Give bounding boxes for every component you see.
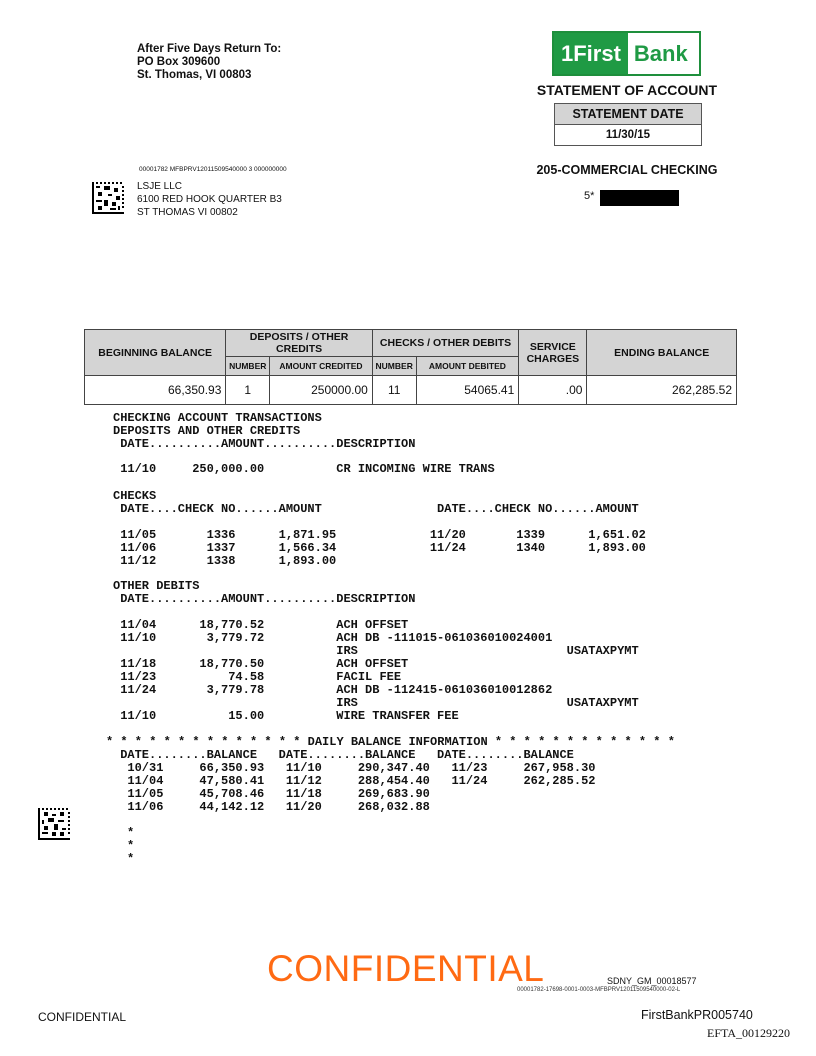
customer-address-line2: ST THOMAS VI 00802 [137, 207, 238, 218]
daily-balance-title: * * * * * * * * * * * * * * DAILY BALANCE INFORMATION * * * * * * * * * * * * * [106, 735, 675, 749]
control-number: FirstBankPR005740 [641, 1008, 753, 1022]
debit-row: 11/10 15.00 WIRE TRANSFER FEE [113, 709, 459, 723]
daily-balance-row: 10/31 66,350.93 11/10 290,347.40 11/23 267,958.30 [113, 761, 596, 775]
account-summary-table [84, 329, 737, 405]
check-row: 11/12 1338 1,893.00 [113, 554, 337, 568]
daily-balance-header: DATE........BALANCE DATE........BALANCE DATE........BALANCE [113, 748, 574, 762]
customer-address [137, 180, 282, 219]
customer-address-line1: 6100 RED HOOK QUARTER B3 [137, 194, 282, 205]
bank-logo-first: 1First [554, 33, 628, 74]
datamatrix-barcode-icon [38, 808, 70, 840]
header-amount-credited: AMOUNT CREDITED [270, 357, 373, 376]
check-row: 11/05 1336 1,871.95 11/20 1339 1,651.02 [113, 528, 646, 542]
debit-row: 11/18 18,770.50 ACH OFFSET [113, 657, 409, 671]
debit-row: 11/04 18,770.52 ACH OFFSET [113, 618, 409, 632]
confidential-label: CONFIDENTIAL [38, 1010, 127, 1024]
header-ending-balance: ENDING BALANCE [587, 330, 737, 376]
amount-credited-value: 250000.00 [270, 376, 373, 405]
mailer-code: 00001782 MFBPRV12011509540000 3 000000000 [139, 166, 287, 173]
header-checks: CHECKS / OTHER DEBITS [372, 330, 518, 357]
account-type: 205-COMMERCIAL CHECKING [536, 163, 718, 177]
debit-row: 11/24 3,779.78 ACH DB -112415-061036010012862 [113, 683, 553, 697]
customer-name: LSJE LLC [137, 181, 183, 192]
daily-balance-row: 11/06 44,142.12 11/20 268,032.88 [113, 800, 430, 814]
checks-header: DATE....CHECK NO......AMOUNT DATE....CHECK NO......AMOUNT [113, 502, 639, 516]
header-deposit-number: NUMBER [226, 357, 270, 376]
daily-balance-row: 11/05 45,708.46 11/18 269,683.90 [113, 787, 430, 801]
statement-title: STATEMENT OF ACCOUNT [536, 82, 718, 98]
other-debits-header: DATE..........AMOUNT..........DESCRIPTION [113, 592, 416, 606]
efta-number: EFTA_00129220 [707, 1026, 791, 1040]
return-address [137, 43, 281, 82]
statement-date-box [554, 103, 702, 146]
confidential-stamp: CONFIDENTIAL [267, 948, 545, 989]
header-debit-number: NUMBER [372, 357, 416, 376]
checks-title: CHECKS [113, 489, 157, 503]
debit-row: IRS USATAXPYMT [113, 644, 639, 658]
check-row: 11/06 1337 1,566.34 11/24 1340 1,893.00 [113, 541, 646, 555]
header-service-charges: SERVICE CHARGES [519, 330, 587, 376]
debit-row: 11/10 3,779.72 ACH DB -111015-061036010024001 [113, 631, 553, 645]
other-debits-title: OTHER DEBITS [113, 579, 200, 593]
header-beginning-balance: BEGINNING BALANCE [85, 330, 226, 376]
end-star: * [127, 826, 135, 840]
account-number-redaction [600, 190, 679, 206]
deposit-row: 11/10 250,000.00 CR INCOMING WIRE TRANS [113, 462, 495, 476]
bates-number: SDNY_GM_00018577 [607, 976, 697, 986]
datamatrix-barcode-icon [92, 182, 124, 214]
amount-debited-value: 54065.41 [416, 376, 519, 405]
statement-date-label: STATEMENT DATE [555, 104, 701, 125]
account-number-prefix: 5* [584, 190, 595, 202]
deposit-count-value: 1 [226, 376, 270, 405]
service-charges-value: .00 [519, 376, 587, 405]
header-amount-debited: AMOUNT DEBITED [416, 357, 519, 376]
document-code: 00001782-17698-0001-0003-MFBPRV12011509540000-02-L [517, 987, 681, 993]
debit-row: 11/23 74.58 FACIL FEE [113, 670, 402, 684]
debit-row: IRS USATAXPYMT [113, 696, 639, 710]
bank-logo-bank: Bank [633, 40, 688, 66]
deposits-title: DEPOSITS AND OTHER CREDITS [113, 424, 301, 438]
transactions-title: CHECKING ACCOUNT TRANSACTIONS [113, 411, 322, 425]
return-address-line2: PO Box 309600 [137, 56, 221, 68]
debit-count-value: 11 [372, 376, 416, 405]
header-deposits: DEPOSITS / OTHER CREDITS [226, 330, 372, 357]
statement-date-value: 11/30/15 [605, 129, 651, 141]
daily-balance-row: 11/04 47,580.41 11/12 288,454.40 11/24 262,285.52 [113, 774, 596, 788]
summary-values-row [85, 376, 737, 405]
ending-balance-value: 262,285.52 [587, 376, 737, 405]
return-address-line1: After Five Days Return To: [137, 43, 282, 55]
end-star: * [127, 852, 135, 866]
bank-logo [552, 31, 701, 76]
beginning-balance-value: 66,350.93 [85, 376, 226, 405]
deposits-header: DATE..........AMOUNT..........DESCRIPTION [113, 437, 416, 451]
return-address-line3: St. Thomas, VI 00803 [137, 69, 252, 81]
end-star: * [127, 839, 135, 853]
